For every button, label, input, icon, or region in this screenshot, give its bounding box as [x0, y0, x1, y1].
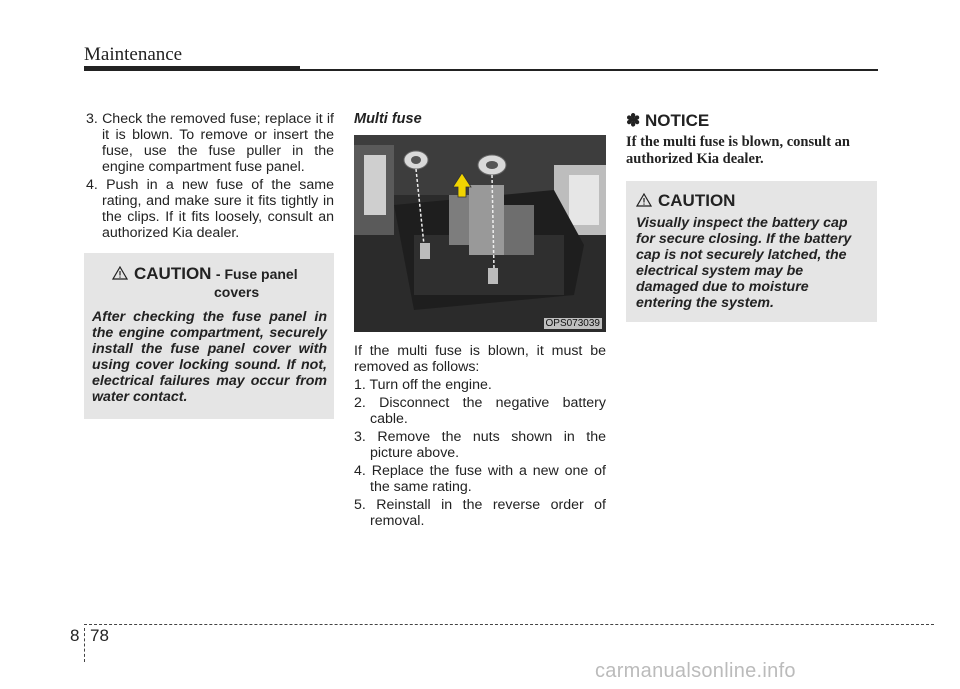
multi-fuse-illustration	[354, 135, 606, 332]
caution-heading: CAUTION	[134, 264, 212, 283]
image-label: OPS073039	[545, 318, 600, 329]
multi-fuse-photo	[354, 135, 606, 332]
warning-triangle-icon	[636, 193, 652, 207]
caution-subheading-2: covers	[214, 284, 260, 300]
footer-divider	[84, 628, 85, 662]
column-2	[354, 111, 606, 135]
column-1	[86, 111, 334, 243]
list-item: 2. Disconnect the negative battery cable.	[354, 395, 606, 427]
caution-box-fuse-panel	[84, 253, 334, 419]
page-header-title: Maintenance	[84, 44, 183, 65]
list-item: 4. Replace the fuse with a new one of the same rating.	[354, 463, 606, 495]
header-rule-thin	[300, 69, 878, 71]
multi-fuse-instructions	[354, 343, 606, 531]
caution-box-battery-cap	[626, 181, 877, 322]
list-item: 3. Check the removed fuse; replace it if it is blown. To remove or insert the fuse, use the fuse puller in the engine compartment fuse panel.	[86, 111, 334, 175]
multi-fuse-intro: If the multi fuse is blown, it must be removed as follows:	[354, 343, 606, 375]
page-number: 78	[90, 626, 109, 645]
list-item: 4. Push in a new fuse of the same rating, and make sure it fits tightly in the clips. If it fits loosely, consult an authorized Kia dealer.	[86, 177, 334, 241]
multi-fuse-steps	[354, 377, 606, 529]
caution-body: After checking the fuse panel in the engine compartment, securely install the fuse panel cover with using cover locking sound. If not, electrical failures may occur from water contact.	[92, 309, 327, 405]
caution-subheading: - Fuse panel	[215, 266, 298, 282]
list-item: 1. Turn off the engine.	[354, 377, 492, 393]
list-item: 3. Remove the nuts shown in the picture above.	[354, 429, 606, 461]
warning-triangle-icon	[112, 266, 128, 280]
notice-body: If the multi fuse is blown, consult an authorized Kia dealer.	[626, 134, 850, 167]
watermark-text: carmanualsonline.info	[595, 660, 796, 682]
header-rule-thick	[84, 66, 300, 71]
section-title-multi-fuse: Multi fuse	[354, 111, 422, 127]
footer-rule	[84, 624, 934, 625]
notice-title: ✽ NOTICE	[626, 111, 710, 130]
list-item: 5. Reinstall in the reverse order of removal.	[354, 497, 606, 529]
caution-body: Visually inspect the battery cap for secure closing. If the battery cap is not securely latched, the electrical system may be damaged due to moisture entering the system.	[636, 215, 852, 311]
caution-heading: CAUTION	[658, 191, 736, 210]
chapter-number: 8	[70, 626, 80, 645]
fuse-check-steps	[86, 111, 334, 241]
